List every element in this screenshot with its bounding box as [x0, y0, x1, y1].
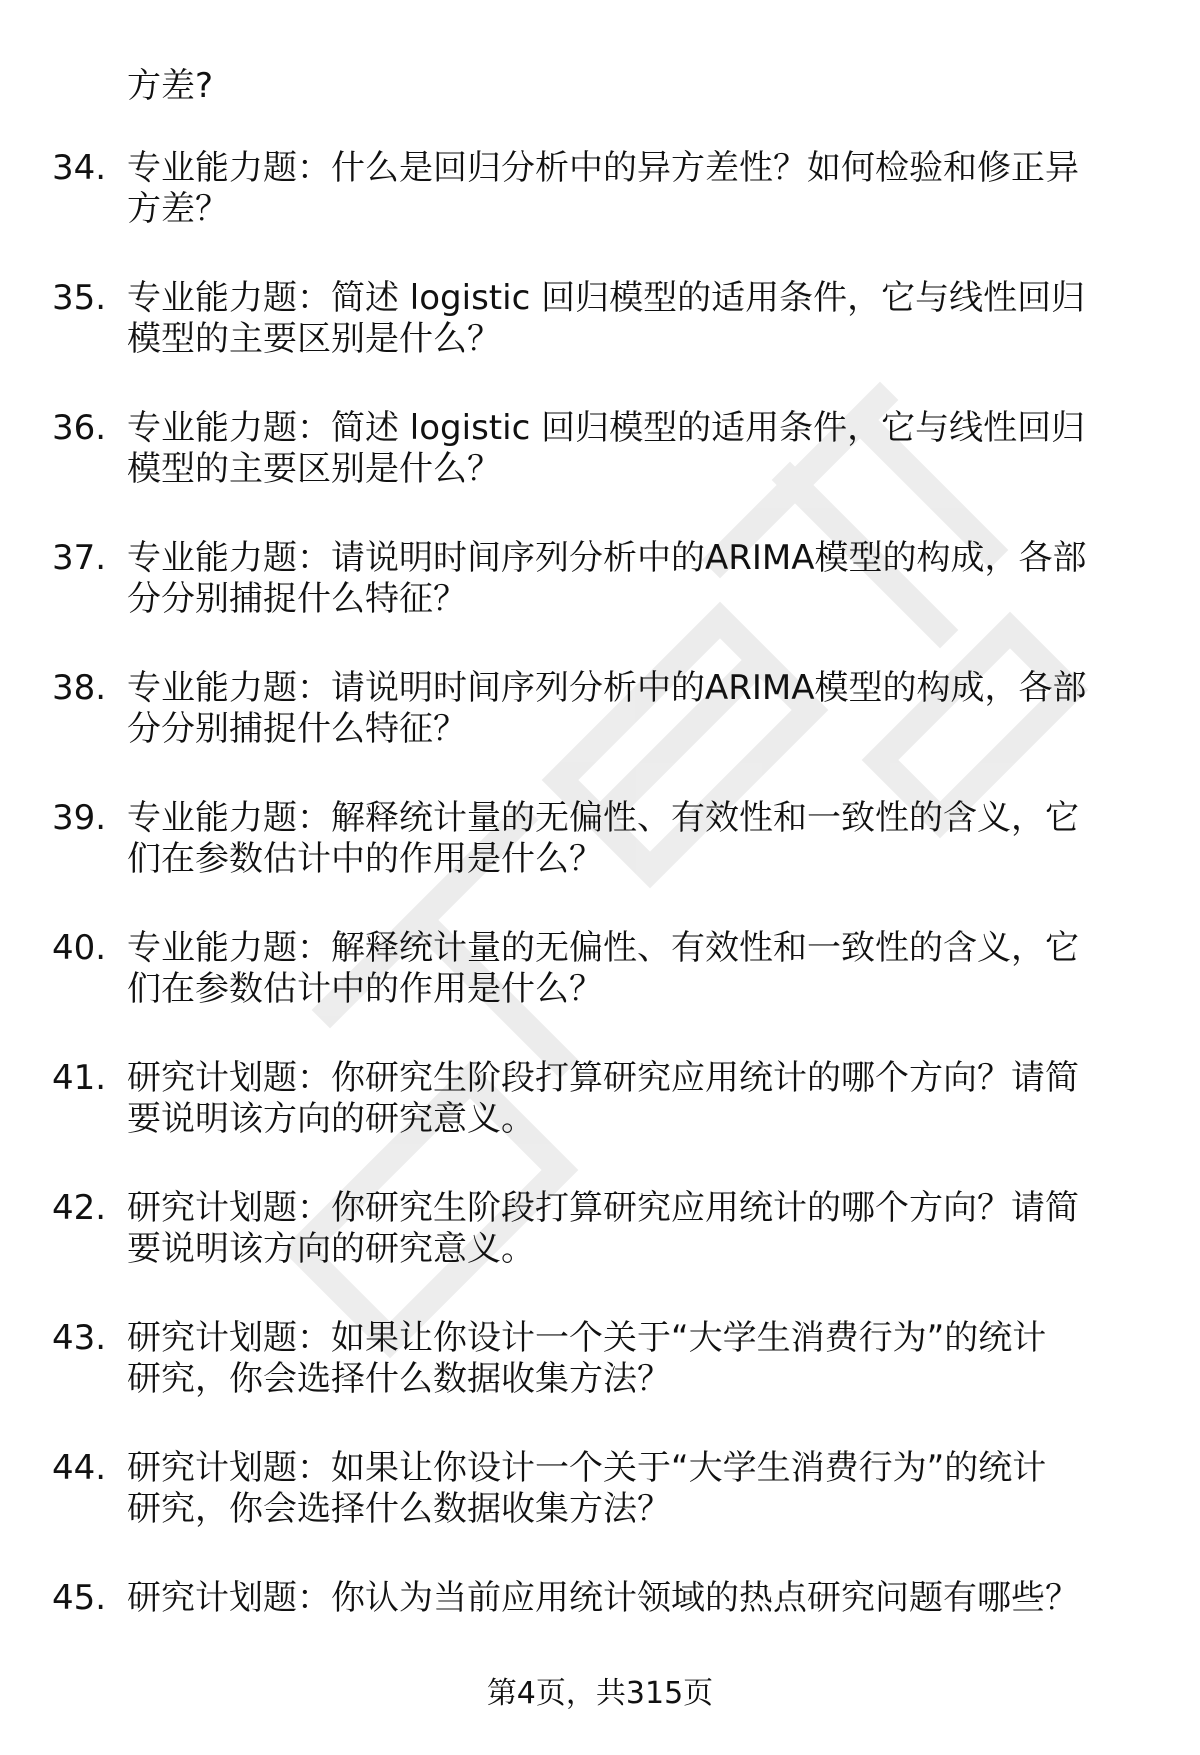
question-item [0, 404, 1200, 489]
question-text [127, 1314, 1157, 1399]
question-text [127, 404, 1157, 489]
page-footer: 第4页，共315页 [486, 1676, 714, 1711]
question-text-line: 专业能力题：请说明时间序列分析中的ARIMA模型的构成，各部 [127, 668, 1087, 708]
question-item [0, 534, 1200, 619]
question-item [0, 1444, 1200, 1529]
question-number: 45. [52, 1578, 107, 1618]
question-text-line: 研究计划题：你研究生阶段打算研究应用统计的哪个方向？请简 [127, 1188, 1079, 1228]
question-text [127, 274, 1157, 359]
question-item [0, 1574, 1200, 1659]
question-text-line: 们在参数估计中的作用是什么？ [127, 969, 603, 1009]
question-item [0, 1184, 1200, 1269]
question-text [127, 1574, 1157, 1618]
question-text [127, 664, 1157, 749]
question-number: 44. [52, 1448, 107, 1488]
question-text [127, 534, 1157, 619]
question-text-line: 要说明该方向的研究意义。 [127, 1099, 535, 1139]
question-text-line: 专业能力题：什么是回归分析中的异方差性？如何检验和修正异 [127, 148, 1079, 188]
question-item [0, 1054, 1200, 1139]
question-item [0, 794, 1200, 879]
question-number: 38. [52, 668, 107, 708]
question-number: 37. [52, 538, 107, 578]
question-text [127, 1054, 1157, 1139]
question-text-line: 研究计划题：你认为当前应用统计领域的热点研究问题有哪些？ [127, 1578, 1079, 1618]
question-number: 36. [52, 408, 107, 448]
question-text-line: 专业能力题：解释统计量的无偏性、有效性和一致性的含义，它 [127, 928, 1079, 968]
question-text [127, 924, 1157, 1009]
question-text [127, 144, 1157, 229]
question-text-line: 专业能力题：简述 logistic 回归模型的适用条件，它与线性回归 [127, 408, 1086, 448]
question-number: 35. [52, 278, 107, 318]
question-text-line: 研究，你会选择什么数据收集方法？ [127, 1359, 671, 1399]
question-item [0, 144, 1200, 229]
question-text-line: 专业能力题：简述 logistic 回归模型的适用条件，它与线性回归 [127, 278, 1086, 318]
question-text-line: 专业能力题：请说明时间序列分析中的ARIMA模型的构成，各部 [127, 538, 1087, 578]
question-text-line: 要说明该方向的研究意义。 [127, 1229, 535, 1269]
question-number: 43. [52, 1318, 107, 1358]
question-item [0, 274, 1200, 359]
question-text-line: 分分别捕捉什么特征？ [127, 709, 467, 749]
question-number: 42. [52, 1188, 107, 1228]
question-number: 34. [52, 148, 107, 188]
question-text-line: 研究计划题：如果让你设计一个关于“大学生消费行为”的统计 [127, 1318, 1047, 1358]
question-list [0, 144, 1200, 1704]
question-number: 39. [52, 798, 107, 838]
question-item [0, 664, 1200, 749]
question-text-line: 分分别捕捉什么特征？ [127, 579, 467, 619]
question-item [0, 1314, 1200, 1399]
question-text-line: 研究，你会选择什么数据收集方法？ [127, 1489, 671, 1529]
question-text-line: 模型的主要区别是什么？ [127, 319, 501, 359]
question-text-line: 模型的主要区别是什么？ [127, 449, 501, 489]
question-text-line: 方差？ [127, 189, 229, 229]
question-text-line: 研究计划题：你研究生阶段打算研究应用统计的哪个方向？请简 [127, 1058, 1079, 1098]
question-text [127, 1184, 1157, 1269]
question-text [127, 794, 1157, 879]
question-item [0, 924, 1200, 1009]
continued-question-text: 方差? [127, 66, 214, 106]
question-text-line: 研究计划题：如果让你设计一个关于“大学生消费行为”的统计 [127, 1448, 1047, 1488]
question-text [127, 1444, 1157, 1529]
question-text-line: 专业能力题：解释统计量的无偏性、有效性和一致性的含义，它 [127, 798, 1079, 838]
question-number: 40. [52, 928, 107, 968]
question-text-line: 们在参数估计中的作用是什么？ [127, 839, 603, 879]
question-number: 41. [52, 1058, 107, 1098]
